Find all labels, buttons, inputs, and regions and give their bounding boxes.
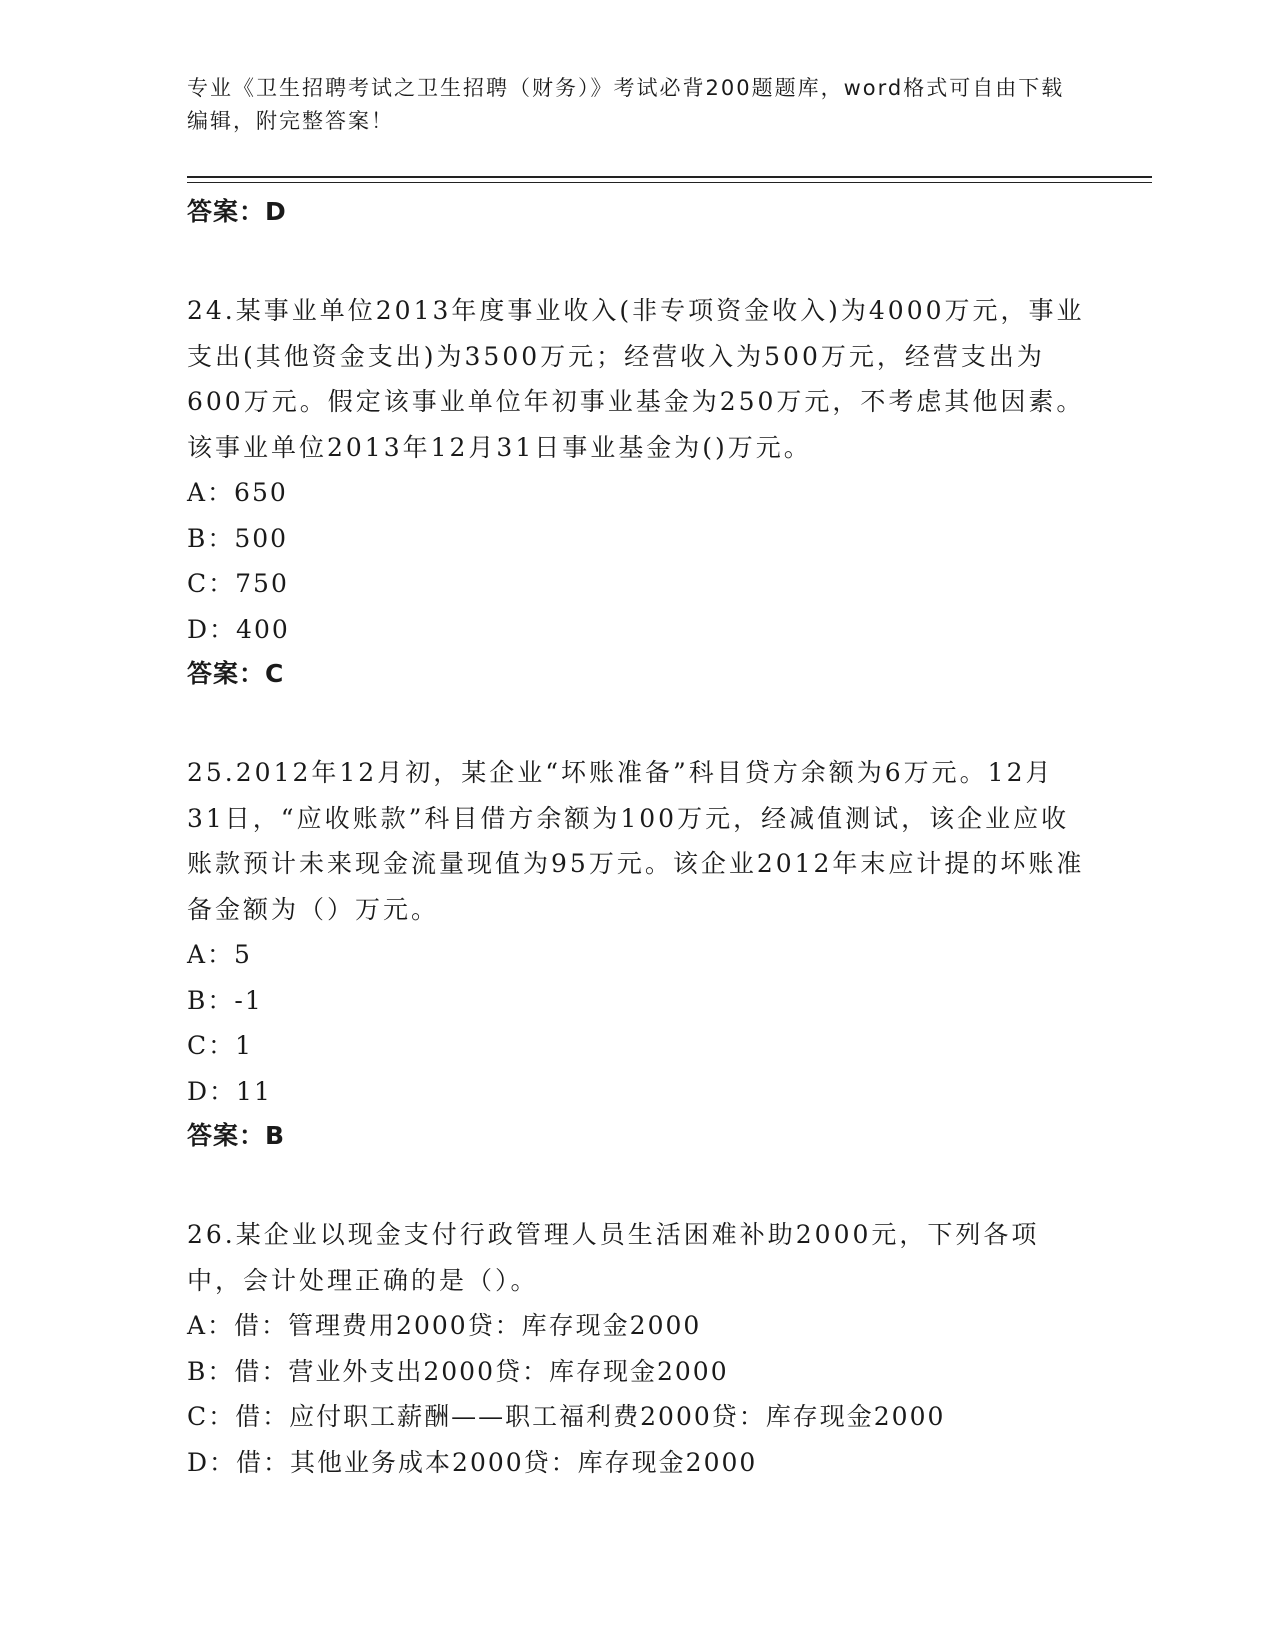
option-b: B：-1 bbox=[187, 985, 263, 1015]
option-a: A：650 bbox=[187, 478, 288, 507]
question-block-26 bbox=[187, 1212, 1087, 1485]
option-a: A：5 bbox=[187, 940, 252, 969]
question-block-25 bbox=[187, 750, 1087, 1158]
question-answer: 答案：B bbox=[187, 1121, 286, 1150]
header-rule-thin bbox=[187, 182, 1152, 183]
option-a: A：借：管理费用2000贷：库存现金2000 bbox=[187, 1311, 702, 1340]
option-d: D：11 bbox=[187, 1076, 272, 1106]
question-answer: 答案：C bbox=[187, 659, 285, 688]
question-text: 24.某事业单位2013年度事业收入(非专项资金收入)为4000万元，事业支出(其他资金支出)为3500万元；经营收入为500万元，经营支出为600万元。假定该事业单位年初事业基金为250万元，不考虑其他因素。该事业单位2013年12月31日事业基金为()万元。 bbox=[187, 296, 1085, 462]
question-block-24 bbox=[187, 288, 1087, 696]
option-c: C：借：应付职工薪酬——职工福利费2000贷：库存现金2000 bbox=[187, 1402, 946, 1431]
option-b: B：借：营业外支出2000贷：库存现金2000 bbox=[187, 1356, 729, 1386]
header-rule-thick bbox=[187, 176, 1152, 178]
option-b: B：500 bbox=[187, 523, 289, 553]
document-content bbox=[187, 190, 1087, 1485]
page-header: 专业《卫生招聘考试之卫生招聘（财务）》考试必背200题题库，word格式可自由下载编辑，附完整答案！ bbox=[187, 76, 1065, 133]
question-text: 26.某企业以现金支付行政管理人员生活困难补助2000元，下列各项中，会计处理正确的是（）。 bbox=[187, 1220, 1040, 1295]
option-d: D：借：其他业务成本2000贷：库存现金2000 bbox=[187, 1447, 758, 1477]
previous-answer: 答案：D bbox=[187, 197, 287, 226]
option-c: C：750 bbox=[187, 569, 289, 598]
option-c: C：1 bbox=[187, 1031, 254, 1060]
question-text: 25.2012年12月初，某企业“坏账准备”科目贷方余额为6万元。12月31日，“应收账款”科目借方余额为100万元，经减值测试，该企业应收账款预计未来现金流量现值为95万元。该企业2012年末应计提的坏账准备金额为（）万元。 bbox=[187, 758, 1085, 924]
option-d: D：400 bbox=[187, 614, 290, 644]
